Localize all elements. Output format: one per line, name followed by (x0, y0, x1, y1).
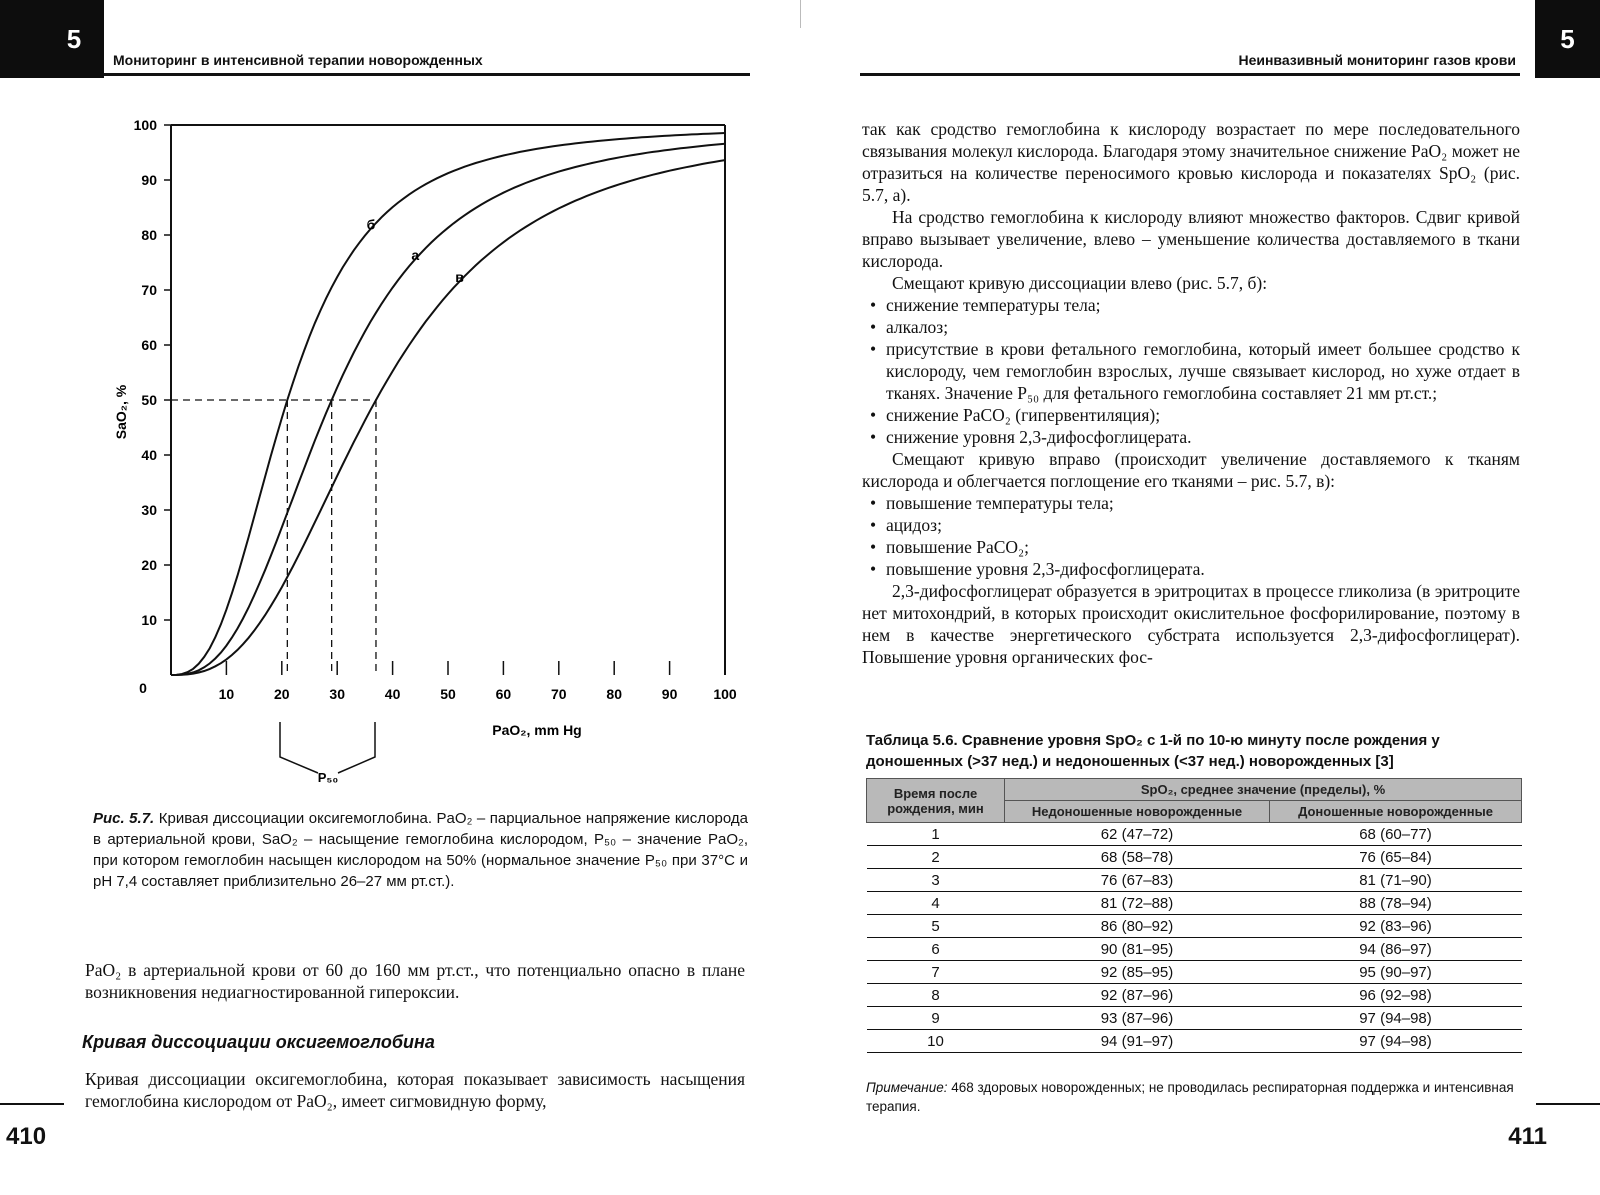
right-body-text (862, 118, 1520, 668)
table-cell: 93 (87–96) (1005, 1007, 1270, 1030)
list-item: • повышение уровня 2,3-дифосфоглицерата. (862, 558, 1520, 580)
table-row (867, 938, 1522, 961)
table-note-label: Примечание: (866, 1080, 948, 1095)
table-note (866, 1078, 1526, 1116)
table-cell: 97 (94–98) (1270, 1030, 1522, 1053)
table-cell: 94 (86–97) (1270, 938, 1522, 961)
list-item: • снижение PaCO₂ (гипервентиляция); (862, 404, 1520, 426)
footer-rule-right (1536, 1103, 1600, 1105)
y-tick-label: 80 (141, 227, 157, 243)
table-cell: 96 (92–98) (1270, 984, 1522, 1007)
table-row (867, 915, 1522, 938)
table-cell: 7 (867, 961, 1005, 984)
table-cell: 97 (94–98) (1270, 1007, 1522, 1030)
page-spine (800, 0, 801, 28)
section-heading: Кривая диссоциации оксигемоглобина (82, 1032, 435, 1052)
page-number-right: 411 (1508, 1123, 1547, 1150)
table-row (867, 1007, 1522, 1030)
header-rule-right (860, 73, 1520, 76)
left-paragraph-1: PaO₂ в артериальной крови от 60 до 160 мм рт.ст., что потенциально опасно в плане возникновения недиагностированной гипероксии. (85, 960, 745, 1002)
table-row (867, 1030, 1522, 1053)
table-cell: 92 (85–95) (1005, 961, 1270, 984)
list-item: • ацидоз; (862, 514, 1520, 536)
table-row (867, 984, 1522, 1007)
origin-label: 0 (139, 680, 147, 696)
table-cell: 8 (867, 984, 1005, 1007)
p50-bracket (280, 722, 375, 785)
table-cell: 76 (65–84) (1270, 846, 1522, 869)
curve-label: в (455, 268, 464, 285)
list-item: • алкалоз; (862, 316, 1520, 338)
x-tick-label: 90 (661, 686, 678, 702)
y-tick-label: 60 (141, 337, 157, 353)
curve-label: а (411, 247, 420, 264)
right-paragraph-3: Смещают кривую диссоциации влево (рис. 5.7, б): (892, 273, 1268, 293)
x-tick-label: 80 (606, 686, 622, 702)
header-rule-left (104, 73, 750, 76)
y-tick-label: 70 (141, 282, 157, 298)
list-item: • снижение уровня 2,3-дифосфоглицерата. (862, 426, 1520, 448)
right-paragraph-4: Смещают кривую вправо (происходит увеличение доставляемого к тканям кислорода и облегчается поглощение его тканями – рис. 5.7, в): (862, 449, 1520, 491)
running-head-left: Мониторинг в интенсивной терапии новорожденных (113, 52, 483, 68)
y-tick-label: 20 (141, 557, 157, 573)
figure-caption (93, 808, 748, 892)
table-cell: 68 (58–78) (1005, 846, 1270, 869)
figure-caption-text: Кривая диссоциации оксигемоглобина. PaO₂ – парциальное напряжение кислорода в артериальной крови, SaO₂ – насыщение гемоглобина кислородом, P₅₀ – значение PaO₂, при котором гемоглобин насыщен кислородом на 50% (нормальное значение P₅₀ при 37°C и pH 7,4 составляет приблизительно 26–27 мм рт.ст.). (93, 810, 749, 890)
table-body (867, 823, 1522, 1053)
table-cell: 10 (867, 1030, 1005, 1053)
y-tick-label: 50 (141, 392, 157, 408)
table-header-term: Доношенные новорожденные (1270, 801, 1522, 823)
x-axis-label: PaO₂, mm Hg (492, 722, 582, 738)
figure-caption-label: Рис. 5.7. (93, 810, 155, 827)
x-tick-label: 40 (384, 686, 401, 702)
table-cell: 86 (80–92) (1005, 915, 1270, 938)
curves (171, 133, 725, 675)
table-cell: 6 (867, 938, 1005, 961)
list-item: • повышение PaCO₂; (862, 536, 1520, 558)
x-tick-label: 100 (713, 686, 737, 702)
chapter-tab-left (0, 0, 104, 78)
curve-label: б (366, 216, 376, 233)
chapter-number-left: 5 (66, 23, 82, 54)
y-axis-label: SaO₂, % (113, 384, 129, 440)
chapter-tab-right (1535, 0, 1600, 78)
table-cell: 2 (867, 846, 1005, 869)
x-axis-ticks (219, 661, 737, 702)
spo2-table (866, 778, 1522, 1053)
x-tick-label: 20 (274, 686, 290, 702)
y-tick-label: 10 (141, 612, 157, 628)
p50-guide-lines (171, 400, 376, 675)
left-shift-list (862, 294, 1520, 448)
table-cell: 62 (47–72) (1005, 823, 1270, 846)
table-header-spo2: SpO₂, среднее значение (пределы), % (1005, 779, 1522, 801)
y-tick-label: 100 (133, 117, 157, 133)
table-cell: 9 (867, 1007, 1005, 1030)
chapter-number-right: 5 (1560, 23, 1575, 54)
right-paragraph-1: так как сродство гемоглобина к кислороду возрастает по мере последовательного связывания молекул кислорода. Благодаря этому значительное снижение PaO₂ может не отразиться на количестве переносимого кровью кислорода и показателях SpO₂ (рис. 5.7, а). (862, 119, 1520, 205)
list-item: • снижение температуры тела; (862, 294, 1520, 316)
table-cell: 95 (90–97) (1270, 961, 1522, 984)
right-paragraph-2: На сродство гемоглобина к кислороду влияют множество факторов. Сдвиг кривой вправо вызывает увеличение, влево – уменьшение количества доставляемого в ткани кислорода. (862, 207, 1520, 271)
page-number-left: 410 (6, 1123, 47, 1150)
running-head-right: Неинвазивный мониторинг газов крови (1238, 52, 1516, 68)
table-cell: 3 (867, 869, 1005, 892)
table-cell: 90 (81–95) (1005, 938, 1270, 961)
y-tick-label: 30 (141, 502, 157, 518)
table-cell: 81 (71–90) (1270, 869, 1522, 892)
table-row (867, 869, 1522, 892)
oxyhemoglobin-dissociation-chart (95, 105, 755, 810)
table-cell: 94 (91–97) (1005, 1030, 1270, 1053)
table-row (867, 892, 1522, 915)
table-note-text: 468 здоровых новорожденных; не проводилась респираторная поддержка и интенсивная терапия. (866, 1080, 1514, 1114)
table-cell: 68 (60–77) (1270, 823, 1522, 846)
left-paragraph-2: Кривая диссоциации оксигемоглобина, которая показывает зависимость насыщения гемоглобина кислородом от PaO₂, имеет сигмовидную форму, (85, 1069, 745, 1111)
y-tick-label: 40 (141, 447, 157, 463)
table-row (867, 961, 1522, 984)
p50-label: P₅₀ (317, 770, 339, 785)
table-cell: 81 (72–88) (1005, 892, 1270, 915)
table-cell: 5 (867, 915, 1005, 938)
footer-rule-left (0, 1103, 64, 1105)
table-cell: 92 (87–96) (1005, 984, 1270, 1007)
table-title: Таблица 5.6. Сравнение уровня SpO₂ с 1-й по 10-ю минуту после рождения у доношенных (>37 нед.) и недоношенных (<37 нед.) новорожденных [3] (866, 732, 1440, 770)
y-tick-label: 90 (141, 172, 157, 188)
x-tick-label: 10 (218, 686, 235, 702)
x-tick-label: 60 (495, 686, 512, 702)
curve-а (171, 144, 725, 675)
y-axis-ticks (134, 117, 171, 628)
table-cell: 92 (83–96) (1270, 915, 1522, 938)
chart-axes (171, 125, 725, 675)
x-tick-label: 70 (551, 686, 567, 702)
x-tick-label: 50 (440, 686, 456, 702)
right-shift-list (862, 492, 1520, 580)
table-header-preterm: Недоношенные новорожденные (1005, 801, 1270, 823)
x-tick-label: 30 (329, 686, 345, 702)
table-row (867, 846, 1522, 869)
table-header-time: Время после рождения, мин (867, 779, 1005, 823)
table-cell: 4 (867, 892, 1005, 915)
table-cell: 1 (867, 823, 1005, 846)
table-row (867, 823, 1522, 846)
list-item: • повышение температуры тела; (862, 492, 1520, 514)
table-cell: 76 (67–83) (1005, 869, 1270, 892)
right-paragraph-5: 2,3-дифосфоглицерат образуется в эритроцитах в процессе гликолиза (в эритроците нет митохондрий, в которых происходит окислительное фосфорилирование, поэтому в нем в качестве энергетического субстрата используется 2,3-дифосфоглицерат). Повышение уровня органических фос- (862, 581, 1520, 667)
table-cell: 88 (78–94) (1270, 892, 1522, 915)
list-item: • присутствие в крови фетального гемоглобина, который имеет большее сродство к кислороду, чем гемоглобин взрослых, лучше связывает кислород, но хуже отдает в тканях. Значение P₅₀ для фетального гемоглобина составляет 21 мм рт.ст.; (862, 338, 1520, 404)
